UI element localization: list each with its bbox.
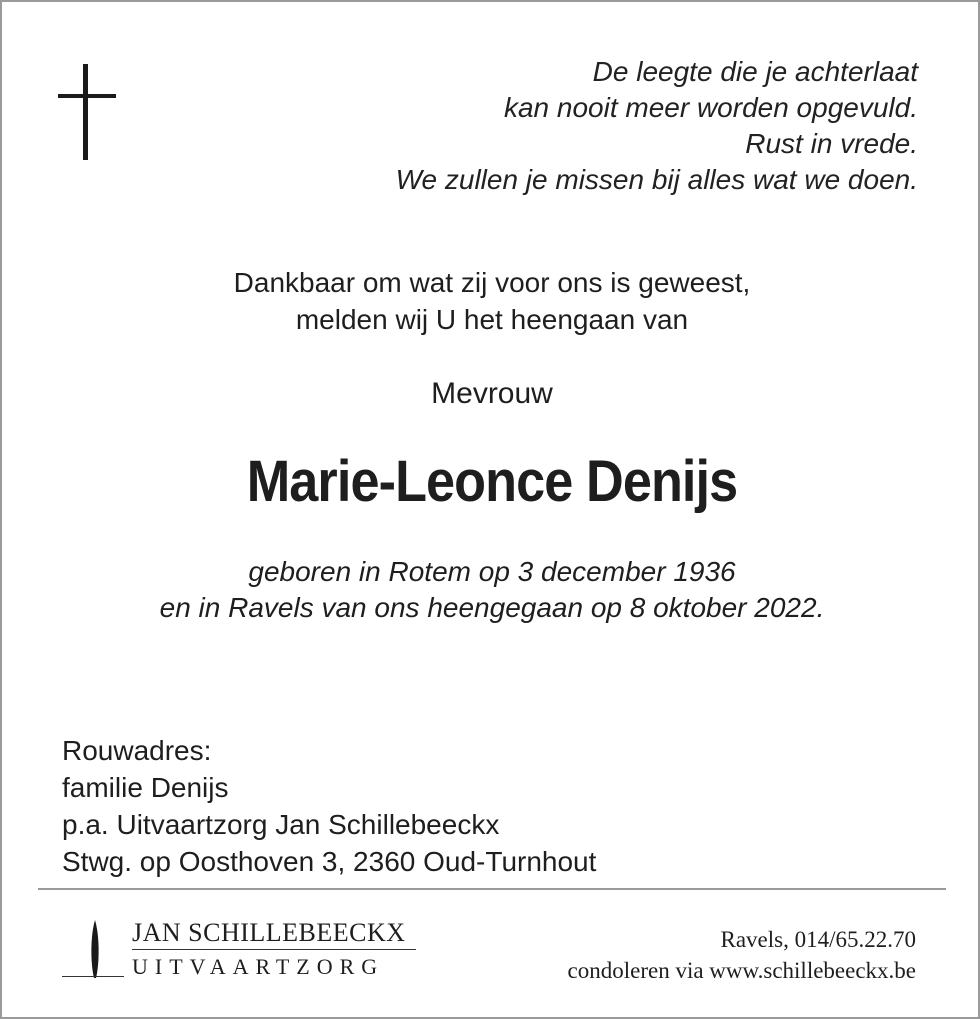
contact-info — [568, 924, 916, 986]
logo-subtitle: UITVAARTZORG — [132, 954, 385, 979]
mourning-address — [62, 732, 596, 880]
life-dates — [2, 554, 980, 626]
deceased-name: Marie-Leonce Denijs — [246, 449, 738, 514]
divider — [38, 888, 946, 890]
intro-text — [2, 264, 980, 338]
poem — [396, 54, 918, 198]
funeral-home-logo — [62, 916, 422, 982]
intro-line: Dankbaar om wat zij voor ons is geweest, — [233, 267, 751, 298]
poem-line: De leegte die je achterlaat — [592, 56, 918, 87]
poem-line: Rust in vrede. — [745, 128, 918, 159]
address-line: familie Denijs — [62, 772, 229, 803]
honorific: Mevrouw — [431, 377, 553, 410]
death-line: en in Ravels van ons heengegaan op 8 oktober 2022. — [159, 592, 825, 623]
address-label: Rouwadres: — [62, 735, 212, 766]
logo-rule — [132, 949, 416, 950]
address-line: p.a. Uitvaartzorg Jan Schillebeeckx — [62, 809, 500, 840]
cross-icon — [58, 64, 116, 160]
contact-phone: Ravels, 014/65.22.70 — [720, 927, 916, 952]
contact-website[interactable]: condoleren via www.schillebeeckx.be — [567, 958, 916, 983]
poem-line: kan nooit meer worden opgevuld. — [503, 92, 918, 123]
poem-line: We zullen je missen bij alles wat we doen. — [395, 164, 918, 195]
logo-baseline — [62, 976, 124, 977]
birth-line: geboren in Rotem op 3 december 1936 — [248, 556, 736, 587]
address-line: Stwg. op Oosthoven 3, 2360 Oud-Turnhout — [62, 846, 597, 877]
intro-line: melden wij U het heengaan van — [295, 304, 689, 335]
cypress-tree-icon — [88, 920, 102, 978]
logo-name: JAN SCHILLEBEECKX — [132, 918, 406, 947]
